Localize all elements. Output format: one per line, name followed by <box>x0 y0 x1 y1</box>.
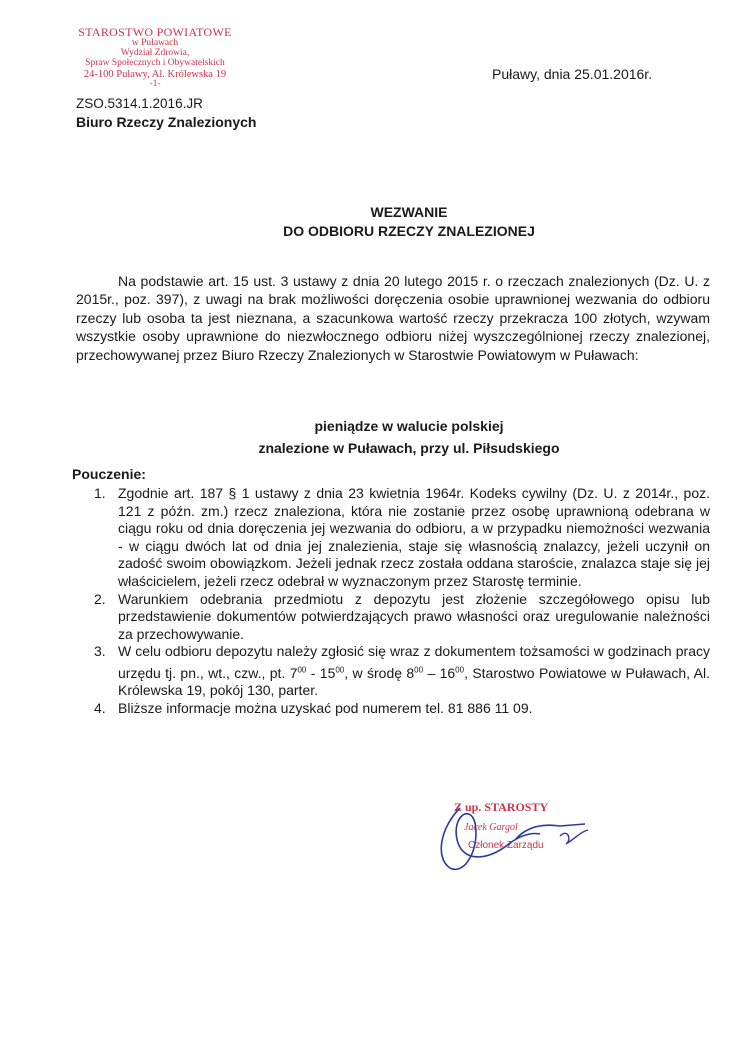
place-date: Puławy, dnia 25.01.2016r. <box>492 66 653 82</box>
document-title: WEZWANIE <box>370 204 448 220</box>
list-text: Warunkiem odebrania przedmiotu z depozytu jest złożenie szczegółowego opisu lub przedstawienie dokumentów potwierdzających prawo własności oraz uregulowanie należności za przechowywanie. <box>118 590 710 642</box>
list-text: Zgodnie art. 187 § 1 ustawy z dnia 23 kwietnia 1964r. Kodeks cywilny (Dz. U. z 2014r., poz. 121 z późn. zm.) rzecz znaleziona, która nie zostanie przez osobę uprawnioną odebrana w ciągu roku od dnia doręczenia jej wezwania do odbioru, a w przypadku niemożności wezwania - w ciągu dwóch lat od dnia jej znalezienia, staje się własnością znalazcy, jeżeli uczynił on zadość swoim obowiązkom. Jeżeli jednak rzecz została oddana staroście, znalazca staje się jej właścicielem, jeżeli rzecz odebrał w wyznaczonym przez Starostę terminie. <box>118 485 710 589</box>
found-item-line-1: pieniądze w walucie polskiej <box>314 418 504 434</box>
stamp-line-5: 24-100 Puławy, Al. Królewska 19 <box>83 68 227 80</box>
list-text: W celu odbioru depozytu należy zgłosić się wraz z dokumentem tożsamości w godzinach pracy urzędu tj. pn., wt., czw., pt. $7^{00} - 15^{00}$, w środę $8^{00} - 16^{00}$, Starostwo Powiatowe w Puławach, Al. Królewska 19, pokój 130, parter. <box>118 643 711 699</box>
official-stamp <box>60 26 250 89</box>
signature-authority: Z up. STAROSTY <box>454 800 549 814</box>
document-subtitle: DO ODBIORU RZECZY ZNALEZIONEJ <box>283 223 535 239</box>
stamp-line-6: -1- <box>149 78 161 89</box>
list-item <box>90 700 710 718</box>
stamp-line-3: Wydział Zdrowia, <box>120 47 190 58</box>
handwritten-signature <box>420 788 620 878</box>
list-number: 2. <box>94 590 106 607</box>
list-item <box>90 485 710 591</box>
list-item <box>90 591 710 644</box>
intro-paragraph: Na podstawie art. 15 ust. 3 ustawy z dnia 20 lutego 2015 r. o rzeczach znalezionych (Dz. U. z 2015r., poz. 397), z uwagi na brak możliwości doręczenia osobie uprawnionej wezwania do odbioru rzeczy lub osoba ta jest nieznana, a szacunkowa wartość rzeczy przekracza 100 złotych, wzywam wszystkie osoby uprawnione do niezwłocznego odbioru niżej wyszczególnionej rzeczy znalezionej, przechowywanej przez Biuro Rzeczy Znalezionych w Starostwie Powiatowym w Puławach: <box>76 273 710 363</box>
instructions-list <box>90 485 710 717</box>
pouczenie-heading: Pouczenie: <box>72 466 146 482</box>
signature-name: Jacek Gargol <box>464 822 518 833</box>
stamp-line-4: Spraw Społecznych i Obywatelskich <box>85 57 225 68</box>
signature-block <box>420 788 620 878</box>
stamp-line-2: w Puławach <box>131 37 179 48</box>
department-name: Biuro Rzeczy Znalezionych <box>76 114 257 130</box>
list-number: 1. <box>94 485 106 501</box>
list-text: Bliższe informacje można uzyskać pod numerem tel. 81 886 11 09. <box>118 699 533 716</box>
list-number: 4. <box>94 699 106 716</box>
signature-role: Członek Zarządu <box>468 840 544 851</box>
found-item-line-2: znalezione w Puławach, przy ul. Piłsudskiego <box>258 440 560 456</box>
stamp-line-1: STAROSTWO POWIATOWE <box>78 25 232 39</box>
list-item <box>90 643 710 699</box>
reference-number: ZSO.5314.1.2016.JR <box>76 96 203 111</box>
list-number: 3. <box>94 643 106 660</box>
